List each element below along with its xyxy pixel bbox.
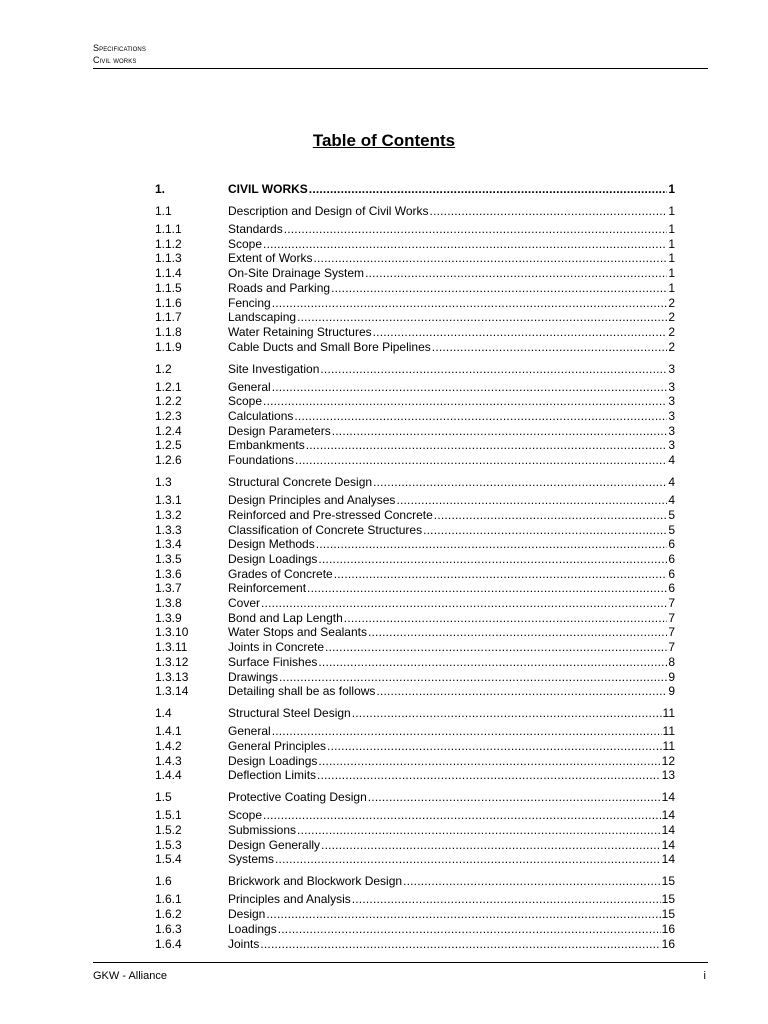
toc-entry-line [228, 907, 675, 922]
toc-entry-title: Brickwork and Blockwork Design [228, 874, 403, 889]
toc-dot-leader [432, 340, 668, 355]
toc-entry-line [228, 310, 675, 325]
toc-entry[interactable] [155, 237, 675, 252]
toc-entry-number: 1.1.1 [155, 222, 182, 236]
toc-entry-line [228, 922, 675, 937]
toc-dot-leader [403, 874, 661, 889]
toc-entry[interactable] [155, 394, 675, 409]
toc-entry-line [228, 508, 675, 523]
toc-entry-line [228, 724, 675, 739]
toc-dot-leader [365, 266, 667, 281]
toc-entry-number: 1. [155, 182, 166, 196]
toc-entry[interactable] [155, 724, 675, 739]
toc-entry-page: 3 [668, 394, 675, 409]
toc-entry[interactable] [155, 453, 675, 468]
toc-entry-page: 9 [668, 684, 675, 699]
toc-entry-page: 5 [668, 522, 675, 537]
toc-entry-number: 1.3.11 [155, 640, 188, 655]
toc-entry-number: 1.3.6 [155, 566, 182, 581]
toc-entry-number: 1.4.2 [155, 738, 182, 753]
toc-entry-page: 4 [668, 475, 675, 490]
toc-entry-number: 1.3.14 [155, 684, 189, 699]
toc-dot-leader [297, 310, 667, 325]
toc-entry-line [228, 438, 675, 453]
toc-entry-line [228, 325, 675, 340]
toc-entry-line [228, 552, 675, 567]
toc-dot-leader [261, 596, 667, 611]
toc-dot-leader [309, 182, 668, 197]
toc-dot-leader [368, 625, 667, 640]
toc-entry-page: 1 [668, 236, 675, 251]
toc-entry-title: Submissions [228, 823, 297, 837]
toc-entry-line [228, 453, 675, 468]
toc-entry[interactable] [155, 655, 675, 670]
toc-entry-line [228, 892, 675, 907]
toc-entry-line [228, 493, 675, 508]
toc-entry-number: 1.3.4 [155, 537, 182, 552]
toc-entry-page: 1 [668, 222, 675, 236]
toc-entry-page: 1 [668, 251, 675, 266]
toc-entry-number: 1.2 [155, 361, 172, 376]
toc-entry-title: General [228, 724, 271, 739]
toc-entry-title: Foundations [228, 453, 295, 468]
toc-entry-line [228, 581, 675, 596]
toc-entry-page: 2 [668, 295, 675, 310]
toc-entry[interactable] [155, 380, 675, 395]
toc-entry[interactable] [155, 266, 675, 281]
toc-entry-line [228, 684, 675, 699]
toc-entry-title: Water Retaining Structures [228, 324, 372, 339]
toc-dot-leader [320, 362, 667, 377]
toc-entry-number: 1.3.9 [155, 610, 182, 625]
toc-entry-line [228, 296, 675, 311]
toc-entry-title: Design Principles and Analyses [228, 493, 396, 508]
toc-entry-page: 3 [668, 409, 675, 423]
toc-entry-line [228, 182, 675, 197]
toc-entry-number: 1.4.1 [155, 724, 182, 739]
toc-entry-number: 1.5.4 [155, 852, 182, 867]
toc-entry-number: 1.2.4 [155, 423, 182, 438]
toc-entry-title: Joints in Concrete [228, 640, 325, 655]
toc-entry[interactable] [155, 523, 675, 538]
toc-dot-leader [430, 204, 668, 219]
toc-entry-page: 7 [668, 625, 675, 640]
toc-entry-line [228, 823, 675, 838]
toc-entry-page: 13 [661, 768, 675, 783]
toc-dot-leader [368, 790, 661, 805]
toc-entry-line [228, 768, 675, 783]
toc-entry-number: 1.3 [155, 475, 172, 490]
toc-entry-title: Cover [228, 596, 261, 610]
toc-dot-leader [318, 552, 667, 567]
toc-entry[interactable] [155, 684, 675, 699]
toc-entry-line [228, 808, 675, 823]
toc-entry-line [228, 852, 675, 867]
toc-entry[interactable] [155, 296, 675, 311]
toc-entry-page: 6 [668, 581, 675, 596]
toc-dot-leader [278, 922, 661, 937]
toc-entry-page: 7 [668, 640, 675, 655]
toc-entry-number: 1.2.2 [155, 394, 182, 409]
toc-dot-leader [297, 823, 661, 838]
toc-entry[interactable] [155, 438, 675, 453]
toc-entry[interactable] [155, 922, 675, 937]
toc-dot-leader [275, 852, 661, 867]
toc-entry[interactable] [155, 823, 675, 838]
toc-entry-title: Reinforced and Pre-stressed Concrete [228, 507, 433, 522]
toc-entry-number: 1.1.6 [155, 295, 182, 310]
header-line-2: Civil works [93, 55, 137, 65]
toc-entry-title: Grades of Concrete [228, 566, 333, 581]
toc-entry-line [228, 523, 675, 538]
toc-entry[interactable] [155, 493, 675, 508]
toc-entry-title: Principles and Analysis [228, 892, 351, 907]
toc-entry-number: 1.1.9 [155, 339, 182, 354]
toc-dot-leader [321, 838, 661, 853]
toc-entry-title: Cable Ducts and Small Bore Pipelines [228, 339, 431, 354]
toc-dot-leader [279, 670, 667, 685]
toc-entry[interactable] [155, 537, 675, 552]
toc-entry-page: 3 [668, 379, 675, 394]
toc-entry-number: 1.4.4 [155, 768, 182, 783]
toc-entry-line [228, 394, 675, 409]
toc-entry-line [228, 222, 675, 237]
toc-entry-page: 6 [668, 566, 675, 581]
toc-entry-page: 8 [668, 654, 675, 669]
toc-dot-leader [423, 523, 667, 538]
toc-entry-number: 1.6.3 [155, 921, 182, 936]
toc-entry-number: 1.1.5 [155, 280, 182, 295]
toc-entry[interactable] [155, 611, 675, 626]
toc-dot-leader [325, 640, 667, 655]
toc-entry-title: Joints [228, 936, 260, 951]
toc-entry-number: 1.3.8 [155, 596, 182, 610]
toc-entry-title: Design Parameters [228, 423, 331, 438]
toc-entry-number: 1.3.10 [155, 625, 189, 640]
toc-dot-leader [434, 508, 668, 523]
toc-entry-page: 14 [661, 852, 675, 867]
toc-dot-leader [313, 251, 667, 266]
toc-dot-leader [396, 493, 667, 508]
toc-entry-page: 4 [668, 493, 675, 508]
toc-dot-leader [332, 424, 668, 439]
toc-dot-leader [272, 380, 668, 395]
toc-entry-number: 1.3.7 [155, 581, 182, 596]
toc-dot-leader [318, 655, 667, 670]
toc-entry-title: General Principles [228, 738, 327, 753]
toc-dot-leader [306, 438, 668, 453]
toc-entry[interactable] [155, 907, 675, 922]
toc-entry-page: 11 [662, 706, 675, 721]
toc-entry-number: 1.6 [155, 874, 172, 889]
footer-rule [93, 962, 708, 963]
toc-entry-page: 12 [661, 753, 675, 768]
toc-entry-number: 1.1 [155, 204, 172, 218]
toc-entry-number: 1.2.1 [155, 379, 182, 394]
toc-entry[interactable] [155, 251, 675, 266]
toc-entry-number: 1.3.12 [155, 654, 189, 669]
toc-dot-leader [263, 237, 667, 252]
toc-entry-number: 1.3.1 [155, 493, 182, 508]
toc-entry-title: Bond and Lap Length [228, 610, 343, 625]
toc-entry-number: 1.1.7 [155, 310, 182, 325]
toc-entry-page: 15 [661, 907, 675, 922]
toc-entry-title: Water Stops and Sealants [228, 625, 367, 640]
toc-entry[interactable] [155, 808, 675, 823]
toc-entry-title: Structural Steel Design [228, 706, 351, 721]
toc-entry-title: Reinforcement [228, 581, 307, 596]
toc-entry[interactable] [155, 768, 675, 783]
toc-entry-page: 14 [661, 823, 675, 837]
toc-entry-page: 5 [668, 507, 675, 522]
toc-dot-leader [352, 706, 662, 721]
toc-entry-title: Structural Concrete Design [228, 475, 373, 490]
toc-entry-line [228, 706, 675, 721]
toc-entry-number: 1.6.2 [155, 907, 182, 922]
toc-entry-line [228, 424, 675, 439]
toc-entry-line [228, 611, 675, 626]
toc-entry[interactable] [155, 567, 675, 582]
toc-entry-page: 11 [662, 738, 675, 753]
toc-entry-number: 1.1.4 [155, 266, 182, 281]
toc-entry-line [228, 537, 675, 552]
toc-entry-page: 7 [668, 610, 675, 625]
toc-entry[interactable] [155, 409, 675, 424]
toc-entry-title: CIVIL WORKS [228, 182, 308, 196]
toc-entry-number: 1.5.1 [155, 808, 182, 823]
toc-entry-title: Systems [228, 852, 275, 867]
toc-entry[interactable] [155, 362, 675, 377]
toc-entry[interactable] [155, 310, 675, 325]
toc-entry[interactable] [155, 325, 675, 340]
toc-entry-title: Scope [228, 394, 263, 409]
toc-entry-page: 16 [661, 921, 675, 936]
toc-dot-leader [318, 754, 660, 769]
toc-entry-title: General [228, 379, 271, 394]
toc-entry[interactable] [155, 281, 675, 296]
toc-title: Table of Contents [312, 131, 456, 150]
toc-entry-line [228, 567, 675, 582]
toc-entry-line [228, 625, 675, 640]
toc-entry-title: Design [228, 907, 266, 922]
toc-entry-page: 14 [661, 837, 675, 852]
toc-entry-title: Design Methods [228, 537, 315, 552]
toc-entry-line [228, 251, 675, 266]
toc-dot-leader [331, 281, 667, 296]
toc-entry-title: Embankments [228, 438, 305, 453]
toc-entry-number: 1.5.2 [155, 823, 182, 837]
toc-entry-title: On-Site Drainage System [228, 266, 365, 281]
toc-entry-line [228, 475, 675, 490]
toc-entry-line [228, 237, 675, 252]
toc-entry-page: 1 [668, 266, 675, 281]
toc-entry-page: 3 [668, 423, 675, 438]
toc-entry-line [228, 655, 675, 670]
header-rule [93, 68, 708, 69]
toc-entry[interactable] [155, 625, 675, 640]
toc-entry-title: Standards [228, 222, 283, 236]
toc-dot-leader [266, 907, 660, 922]
toc-dot-leader [263, 808, 661, 823]
toc-dot-leader [260, 937, 660, 952]
toc-dot-leader [284, 222, 668, 237]
toc-entry-line [228, 596, 675, 611]
toc-dot-leader [376, 684, 667, 699]
toc-entry-title: Drawings [228, 669, 279, 684]
toc-entry-page: 3 [668, 361, 675, 376]
toc-entry-line [228, 362, 675, 377]
toc-entry-title: Roads and Parking [228, 280, 331, 295]
toc-entry-line [228, 640, 675, 655]
toc-entry-title: Calculations [228, 409, 294, 423]
toc-entry-number: 1.4 [155, 706, 172, 721]
toc-entry-title: Classification of Concrete Structures [228, 522, 423, 537]
toc-entry[interactable] [155, 706, 675, 721]
toc-entry-line [228, 754, 675, 769]
toc-entry-page: 7 [668, 596, 675, 610]
toc-entry[interactable] [155, 581, 675, 596]
toc-entry-page: 1 [668, 182, 675, 196]
footer-left: GKW - Alliance [93, 970, 167, 982]
toc-entry-title: Design Loadings [228, 753, 318, 768]
page-header [93, 42, 708, 66]
toc-entry[interactable] [155, 340, 675, 355]
toc-entry-line [228, 670, 675, 685]
toc-entry-page: 3 [668, 438, 675, 453]
toc-entry-page: 15 [661, 874, 675, 889]
toc-entry[interactable] [155, 790, 675, 805]
toc-dot-leader [317, 768, 661, 783]
toc-entry-page: 11 [662, 724, 675, 739]
toc-entry-line [228, 937, 675, 952]
toc-dot-leader [334, 567, 668, 582]
toc-entry-title: Protective Coating Design [228, 790, 367, 805]
toc-entry[interactable] [155, 596, 675, 611]
toc-entry[interactable] [155, 222, 675, 237]
toc-dot-leader [316, 537, 668, 552]
toc-dot-leader [272, 296, 668, 311]
toc-entry[interactable] [155, 475, 675, 490]
toc-entry-title: Detailing shall be as follows [228, 684, 376, 699]
toc-entry-title: Scope [228, 236, 263, 251]
toc-entry-page: 14 [661, 808, 675, 823]
toc-entry-title: Design Loadings [228, 551, 318, 566]
toc-entry[interactable] [155, 937, 675, 952]
toc-entry[interactable] [155, 670, 675, 685]
toc-entry[interactable] [155, 204, 675, 219]
toc-entry-line [228, 739, 675, 754]
toc-entry-number: 1.2.3 [155, 409, 182, 423]
toc-entry-page: 1 [668, 204, 675, 218]
toc-entry-line [228, 409, 675, 424]
toc-entry-line [228, 874, 675, 889]
toc-entry-page: 9 [668, 669, 675, 684]
toc-dot-leader [294, 409, 667, 424]
toc-entry[interactable] [155, 640, 675, 655]
toc-entry[interactable] [155, 838, 675, 853]
toc-entry-number: 1.1.3 [155, 251, 182, 266]
toc-entry[interactable] [155, 874, 675, 889]
toc-entry-page: 15 [661, 892, 675, 907]
toc-entry-number: 1.5 [155, 790, 172, 805]
toc-dot-leader [263, 394, 667, 409]
toc-entry-title: Site Investigation [228, 361, 320, 376]
toc-dot-leader [373, 325, 668, 340]
toc-entry-page: 2 [668, 324, 675, 339]
toc-dot-leader [272, 724, 662, 739]
toc-entry-title: Scope [228, 808, 263, 823]
toc-entry-title: Deflection Limits [228, 768, 317, 783]
toc-entry-number: 1.5.3 [155, 837, 182, 852]
toc-entry-line [228, 340, 675, 355]
toc-dot-leader [373, 475, 667, 490]
toc-entry-line [228, 380, 675, 395]
toc-entry[interactable] [155, 892, 675, 907]
toc-entry-number: 1.2.5 [155, 438, 182, 453]
toc-entry-number: 1.1.8 [155, 324, 182, 339]
toc-entry-title: Fencing [228, 295, 271, 310]
toc-entry-line [228, 281, 675, 296]
toc-dot-leader [295, 453, 667, 468]
toc-dot-leader [352, 892, 661, 907]
toc-entry[interactable] [155, 182, 675, 197]
toc-entry-title: Surface Finishes [228, 654, 318, 669]
toc-entry-line [228, 266, 675, 281]
toc-entry-line [228, 790, 675, 805]
toc-entry-page: 6 [668, 551, 675, 566]
toc-entry[interactable] [155, 552, 675, 567]
toc-entry[interactable] [155, 754, 675, 769]
toc-entry-title: Landscaping [228, 310, 297, 325]
toc-entry-number: 1.3.5 [155, 551, 182, 566]
toc-entry[interactable] [155, 424, 675, 439]
toc-entry-number: 1.6.1 [155, 892, 182, 907]
toc-entry-number: 1.3.2 [155, 507, 182, 522]
toc-entry-line [228, 204, 675, 219]
toc-entry-page: 1 [668, 280, 675, 295]
toc-entry-title: Description and Design of Civil Works [228, 204, 429, 218]
toc-dot-leader [307, 581, 667, 596]
toc-entry-number: 1.4.3 [155, 753, 182, 768]
toc-entry-page: 14 [661, 790, 675, 805]
toc-entry-line [228, 838, 675, 853]
toc-entry[interactable] [155, 739, 675, 754]
toc-entry[interactable] [155, 508, 675, 523]
toc-dot-leader [344, 611, 668, 626]
toc-entry-title: Design Generally [228, 837, 321, 852]
toc-entry-number: 1.3.3 [155, 522, 182, 537]
toc-dot-leader [327, 739, 661, 754]
toc-entry-page: 4 [668, 453, 675, 468]
toc-entry-title: Loadings [228, 921, 277, 936]
toc-entry-title: Extent of Works [228, 251, 313, 266]
toc-entry-number: 1.6.4 [155, 936, 182, 951]
toc-entry-page: 6 [668, 537, 675, 552]
toc-entry-page: 16 [661, 936, 675, 951]
header-line-1: Specifications [93, 43, 146, 53]
toc-entry-number: 1.2.6 [155, 453, 182, 468]
page-number: i [703, 970, 706, 982]
toc-entry-page: 2 [668, 310, 675, 325]
toc-entry-number: 1.1.2 [155, 236, 182, 251]
toc-entry[interactable] [155, 852, 675, 867]
toc-entry-number: 1.3.13 [155, 669, 189, 684]
toc-entry-page: 2 [668, 339, 675, 354]
